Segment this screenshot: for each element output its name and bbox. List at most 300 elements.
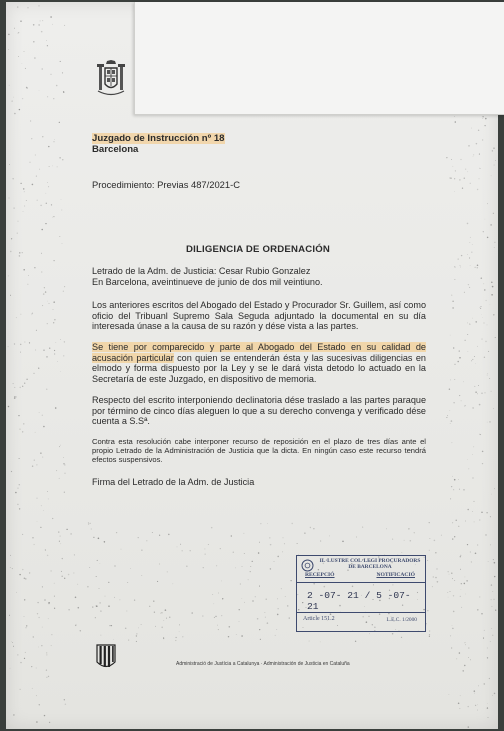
scan-speck (21, 314, 22, 315)
scan-speck (494, 165, 495, 166)
scan-speck (270, 568, 272, 570)
scan-speck (28, 275, 29, 276)
scan-speck (465, 594, 466, 595)
scan-speck (125, 628, 126, 629)
scan-speck (13, 646, 14, 647)
scan-speck (29, 342, 30, 343)
scan-speck (482, 463, 483, 464)
scan-speck (32, 184, 34, 186)
scan-speck (75, 625, 76, 626)
scan-speck (60, 339, 61, 340)
scan-speck (57, 167, 58, 168)
scan-speck (182, 636, 183, 637)
scan-speck (342, 541, 343, 542)
scan-speck (92, 607, 93, 608)
scan-speck (447, 571, 449, 573)
scan-speck (491, 391, 492, 392)
scan-speck (90, 523, 91, 524)
scan-speck (163, 637, 164, 638)
scan-speck (16, 317, 17, 318)
scan-speck (267, 523, 268, 524)
scan-speck (486, 512, 487, 513)
scan-speck (46, 669, 47, 670)
scan-speck (260, 523, 261, 524)
paragraph-clerk-date (92, 266, 426, 287)
scan-speck (487, 375, 488, 376)
scan-speck (204, 548, 205, 549)
scan-speck (177, 546, 178, 547)
scan-speck (17, 504, 19, 506)
scan-speck (454, 580, 455, 581)
scan-speck (429, 550, 430, 551)
scan-speck (10, 295, 11, 296)
scan-speck (320, 541, 321, 542)
scan-speck (51, 634, 52, 635)
scan-speck (475, 553, 477, 555)
scan-speck (41, 645, 42, 646)
scan-speck (477, 189, 478, 190)
scan-speck (297, 543, 298, 544)
scan-speck (25, 652, 26, 653)
scan-speck (50, 16, 52, 18)
scan-speck (494, 599, 495, 600)
scan-speck (459, 179, 460, 180)
scan-speck (454, 266, 455, 267)
scan-speck (252, 561, 253, 562)
scan-speck (408, 528, 409, 529)
scan-speck (485, 300, 486, 301)
scan-speck (54, 608, 55, 609)
scan-speck (482, 116, 483, 117)
scan-speck (473, 446, 474, 447)
scan-speck (484, 630, 485, 631)
scan-speck (32, 465, 33, 466)
scan-speck (47, 182, 48, 183)
scan-speck (465, 577, 466, 578)
scan-speck (165, 609, 167, 611)
scan-speck (459, 357, 461, 359)
scan-speck (136, 641, 137, 642)
scan-speck (487, 237, 489, 239)
scan-speck (491, 584, 492, 585)
scan-speck (451, 486, 452, 487)
scan-speck (452, 476, 453, 477)
scan-speck (404, 540, 405, 541)
scan-speck (494, 576, 495, 577)
scan-speck (60, 445, 61, 446)
scan-speck (134, 599, 135, 600)
scan-speck (454, 279, 455, 280)
scan-speck (477, 267, 478, 268)
scan-speck (53, 309, 54, 310)
scan-speck (10, 668, 11, 669)
scan-speck (469, 242, 470, 243)
scan-speck (11, 238, 12, 239)
scan-speck (229, 626, 231, 628)
scan-speck (41, 31, 43, 33)
scan-speck (38, 617, 39, 618)
scan-speck (214, 617, 215, 618)
scan-speck (429, 634, 430, 635)
scan-speck (248, 579, 249, 580)
scan-speck (429, 522, 430, 523)
scan-speck (495, 337, 496, 338)
stamp-date-separator: / (364, 590, 371, 601)
scan-speck (46, 203, 47, 204)
scan-speck (487, 422, 488, 423)
scan-speck (54, 354, 55, 355)
scan-speck (33, 373, 34, 374)
stamp-law: L.E.C. 1/2000 (386, 617, 417, 623)
scan-speck (452, 628, 453, 629)
scan-speck (47, 96, 48, 97)
scan-speck (482, 118, 483, 119)
scan-speck (449, 694, 450, 695)
scan-speck (161, 627, 163, 629)
paragraph-filings: Los anteriores escritos del Abogado del Estado y Procurador Sr. Guillem, así como oficio del Tribuanl Supremo Sala Seguda adjuntado la documental en su día interesada únase a la causa de su razón y dése vista a las partes. (92, 300, 426, 332)
scan-speck (432, 586, 433, 587)
scan-speck (46, 356, 47, 357)
scan-speck (161, 612, 163, 614)
scan-speck (472, 359, 473, 360)
scan-speck (481, 339, 482, 340)
scan-speck (191, 612, 193, 614)
scan-speck (477, 544, 478, 545)
scan-speck (313, 528, 314, 529)
highlighted-text: Se tiene por comparecido y parte al Abogado del Estado en su calidad de acusación particular (92, 342, 426, 363)
scan-speck (468, 145, 469, 146)
scan-speck (471, 128, 472, 129)
scan-speck (26, 627, 27, 628)
court-city: Barcelona (92, 144, 139, 155)
scan-speck (18, 415, 19, 416)
scan-speck (481, 512, 482, 513)
scan-speck (31, 315, 32, 316)
scan-speck (12, 568, 13, 569)
scan-speck (50, 570, 51, 571)
scan-speck (452, 307, 453, 308)
scan-speck (255, 596, 256, 597)
scan-speck (60, 536, 61, 537)
scan-speck (48, 498, 49, 499)
scan-speck (9, 164, 10, 165)
scan-speck (30, 121, 31, 122)
scan-speck (60, 543, 61, 544)
scan-speck (475, 363, 476, 364)
scan-speck (45, 291, 46, 292)
scan-speck (277, 556, 279, 558)
scan-speck (289, 618, 290, 619)
scan-speck (62, 558, 63, 559)
scan-speck (24, 578, 26, 580)
scan-speck (454, 267, 455, 268)
scan-speck (63, 355, 64, 356)
scan-speck (47, 323, 48, 324)
scan-speck (231, 535, 232, 536)
scan-speck (13, 383, 14, 384)
scan-speck (14, 396, 16, 398)
scan-speck (14, 28, 15, 29)
scan-speck (73, 573, 74, 574)
scan-speck (414, 532, 415, 533)
scan-speck (114, 565, 115, 566)
scan-speck (36, 176, 37, 177)
scan-speck (265, 617, 266, 618)
scan-speck (460, 265, 461, 266)
scan-speck (23, 211, 24, 212)
scan-speck (58, 532, 59, 533)
scan-speck (310, 527, 311, 528)
scan-speck (468, 657, 469, 658)
scan-speck (429, 631, 430, 632)
scan-speck (461, 589, 462, 590)
scan-speck (458, 703, 460, 705)
scan-speck (485, 219, 486, 220)
document-title: DILIGENCIA DE ORDENACIÓN (185, 244, 331, 255)
scan-speck (450, 423, 451, 424)
scan-speck (478, 385, 479, 386)
scan-speck (482, 451, 484, 453)
scan-speck (203, 567, 204, 568)
scan-speck (40, 452, 41, 453)
scan-speck (88, 522, 89, 523)
scan-speck (24, 191, 25, 192)
scan-speck (437, 581, 439, 583)
scan-speck (40, 20, 41, 21)
scan-speck (491, 294, 493, 296)
scan-speck (61, 576, 63, 578)
scan-speck (45, 549, 46, 550)
scan-speck (450, 635, 451, 636)
scan-speck (494, 488, 495, 489)
scan-speck (290, 580, 291, 581)
scan-speck (479, 519, 480, 520)
scan-speck (471, 360, 472, 361)
scan-speck (64, 578, 65, 579)
scan-speck (451, 573, 452, 574)
scan-speck (487, 703, 488, 704)
scan-speck (451, 295, 452, 296)
scan-speck (218, 593, 219, 594)
scan-speck (32, 313, 33, 314)
scan-speck (48, 676, 49, 677)
scan-speck (38, 368, 39, 369)
scan-speck (179, 624, 180, 625)
scan-speck (37, 602, 38, 603)
scan-speck (464, 177, 465, 178)
scan-speck (12, 642, 13, 643)
scan-speck (48, 186, 49, 187)
scan-speck (477, 264, 479, 266)
scan-speck (26, 379, 27, 380)
footer-institution: Administració de Justícia a Catalunya · Administración de Justicia en Cataluña (176, 661, 350, 667)
scan-speck (46, 677, 47, 678)
scan-speck (291, 523, 292, 524)
scan-speck (472, 511, 473, 512)
scan-speck (36, 695, 37, 696)
scan-speck (52, 24, 53, 25)
scan-speck (250, 571, 251, 572)
scan-speck (494, 562, 496, 564)
scan-speck (235, 568, 236, 569)
scan-speck (241, 635, 243, 637)
scan-speck (455, 121, 457, 123)
scan-speck (487, 373, 488, 374)
scan-speck (46, 40, 47, 41)
scan-speck (480, 308, 481, 309)
scan-speck (483, 638, 484, 639)
scan-speck (168, 534, 170, 536)
scan-speck (47, 301, 48, 302)
scan-speck (451, 647, 452, 648)
scan-speck (88, 523, 89, 524)
scan-speck (46, 389, 47, 390)
scan-speck (491, 599, 492, 600)
scan-speck (278, 608, 279, 609)
scan-speck (487, 657, 488, 658)
scan-speck (42, 457, 43, 458)
scan-speck (32, 312, 33, 313)
scan-speck (9, 85, 10, 86)
scan-speck (453, 347, 454, 348)
scan-speck (282, 552, 283, 553)
scan-speck (467, 459, 468, 460)
scan-speck (493, 213, 494, 214)
scan-speck (9, 615, 10, 616)
scan-speck (259, 629, 260, 630)
scan-speck (43, 510, 44, 511)
scan-speck (401, 552, 402, 553)
paragraph-appearance-rest: con quien se entenderán ésta y las sucesivas diligencias en elmodo y forma dispuesto por la Ley y se le dará vista detodo lo actuado en la Secretaría de este Juzgado, en dispositivo de memoria. (92, 352, 426, 384)
scan-speck (276, 629, 277, 630)
scan-speck (29, 572, 30, 573)
stamp-organization (317, 558, 423, 570)
stamp-divider (297, 582, 425, 583)
scan-speck (467, 334, 468, 335)
paragraph-appeal-notice: Contra esta resolución cabe interponer recurso de reposición en el plazo de tres días ante el propio Letrado de la Administración de Justicia que la dicta. En ningún caso este recurso tendrá efectos suspensivos. (92, 437, 426, 465)
scan-speck (492, 591, 493, 592)
scan-speck (469, 287, 470, 288)
scan-speck (492, 635, 493, 636)
scan-speck (93, 537, 94, 538)
scan-speck (62, 72, 63, 73)
scan-speck (488, 717, 489, 718)
scan-speck (475, 321, 476, 322)
scan-speck (13, 714, 14, 715)
scan-speck (32, 537, 33, 538)
scan-speck (459, 708, 460, 709)
scan-speck (38, 5, 39, 6)
scan-speck (42, 627, 43, 628)
scan-speck (242, 566, 243, 567)
scan-speck (127, 582, 128, 583)
scan-speck (454, 364, 455, 365)
scan-speck (22, 386, 23, 387)
scan-speck (459, 395, 460, 396)
scan-speck (13, 207, 14, 208)
scan-speck (49, 166, 50, 167)
coat-of-arms-icon (94, 60, 128, 100)
scan-speck (490, 641, 491, 642)
scan-speck (98, 538, 100, 540)
scan-speck (477, 704, 478, 705)
scan-speck (467, 223, 469, 225)
scan-speck (63, 91, 64, 92)
scan-speck (63, 463, 64, 464)
scan-speck (236, 634, 237, 635)
scan-speck (24, 383, 25, 384)
scan-speck (31, 138, 32, 139)
scan-speck (452, 523, 453, 524)
scan-speck (453, 489, 454, 490)
scan-speck (35, 350, 36, 351)
stamp-date-notification: 5 -07- 21 (307, 590, 411, 612)
scan-speck (20, 20, 22, 22)
scan-speck (39, 90, 40, 91)
scan-speck (392, 633, 393, 634)
scan-speck (48, 146, 49, 147)
scan-speck (446, 157, 447, 158)
scan-speck (20, 662, 21, 663)
scan-speck (465, 521, 466, 522)
scan-speck (17, 6, 18, 7)
scan-speck (463, 489, 465, 491)
scan-speck (464, 665, 465, 666)
scan-speck (15, 492, 17, 494)
scan-speck (275, 635, 276, 636)
scan-speck (493, 314, 495, 316)
scan-speck (459, 652, 461, 654)
scan-speck (481, 314, 482, 315)
scan-speck (35, 432, 36, 433)
scan-speck (493, 408, 494, 409)
scan-speck (33, 544, 34, 545)
scan-speck (495, 610, 496, 611)
scan-speck (452, 538, 453, 539)
scan-speck (477, 393, 478, 394)
scan-speck (25, 68, 26, 69)
court-header (92, 133, 225, 155)
scan-speck (453, 595, 454, 596)
scan-speck (25, 342, 26, 343)
scan-speck (181, 550, 182, 551)
scan-speck (108, 605, 110, 607)
scan-speck (479, 596, 480, 597)
scan-speck (33, 636, 34, 637)
scan-speck (277, 599, 278, 600)
scan-speck (19, 484, 20, 485)
scan-speck (220, 548, 221, 549)
scan-speck (98, 588, 99, 589)
scan-speck (452, 578, 453, 579)
scan-speck (44, 715, 45, 716)
scan-speck (266, 599, 267, 600)
stamp-label-reception: RECEPCIÓ (305, 572, 335, 578)
scan-speck (113, 639, 114, 640)
scan-speck (42, 586, 43, 587)
scan-speck (24, 51, 25, 52)
scan-speck (464, 643, 465, 644)
scan-speck (453, 611, 455, 613)
scan-speck (64, 699, 65, 700)
scan-speck (8, 34, 10, 36)
scan-speck (477, 710, 478, 711)
scan-speck (42, 20, 43, 21)
scan-speck (100, 563, 101, 564)
scan-speck (457, 361, 459, 363)
scan-speck (104, 541, 105, 542)
scan-speck (36, 498, 37, 499)
